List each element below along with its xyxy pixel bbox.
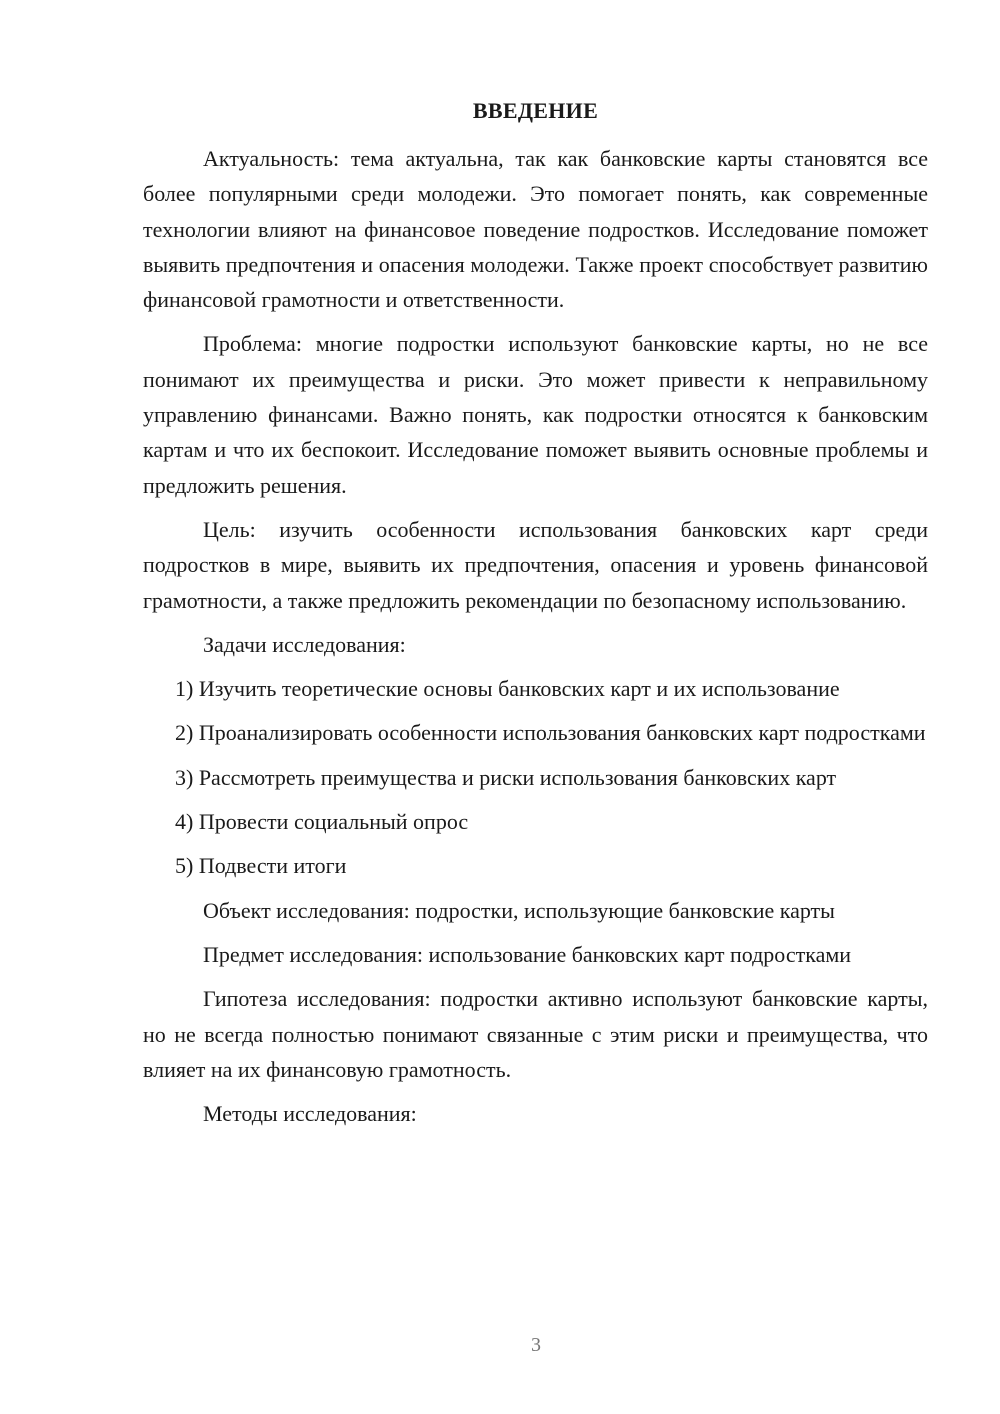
paragraph-object: Объект исследования: подростки, использующие банковские карты: [203, 897, 835, 923]
paragraph-goal: Цель: изучить особенности использования банковских карт среди подростков в мире, выявить их предпочтения, опасения и уровень финансовой грамотности, а также предложить рекомендации по безопасному использованию.: [143, 516, 928, 613]
list-item-task-3: 3) Рассмотреть преимущества и риски использования банковских карт: [175, 764, 837, 790]
paragraph-relevance: Актуальность: тема актуальна, так как банковские карты становятся все более популярными среди молодежи. Это помогает понять, как современные технологии влияют на финансовое поведение подростков. Исследование поможет выявить предпочтения и опасения молодежи. Также проект способствует развитию финансовой грамотности и ответственности.: [143, 146, 928, 313]
tasks-heading: Задачи исследования:: [203, 631, 406, 657]
section-title: ВВЕДЕНИЕ: [472, 98, 599, 123]
list-item-task-4: 4) Провести социальный опрос: [175, 809, 469, 835]
paragraph-hypothesis: Гипотеза исследования: подростки активно используют банковские карты, но не всегда полностью понимают связанные с этим риски и преимущества, что влияет на их финансовую грамотность.: [143, 986, 928, 1082]
paragraph-problem: Проблема: многие подростки используют банковские карты, но не все понимают их преимущества и риски. Это может привести к неправильному управлению финансами. Важно понять, как подростки относятся к банковским картам и что их беспокоит. Исследование поможет выявить основные проблемы и предложить решения.: [143, 331, 928, 498]
paragraph-methods: Методы исследования:: [203, 1101, 417, 1127]
paragraph-subject: Предмет исследования: использование банковских карт подростками: [203, 941, 852, 967]
list-item-task-5: 5) Подвести итоги: [175, 853, 347, 879]
page-number: 3: [531, 1334, 541, 1356]
list-item-task-1: 1) Изучить теоретические основы банковских карт и их использование: [175, 676, 840, 702]
page-content: [143, 96, 928, 1140]
list-item-task-2: 2) Проанализировать особенности использования банковских карт подростками: [175, 720, 926, 746]
